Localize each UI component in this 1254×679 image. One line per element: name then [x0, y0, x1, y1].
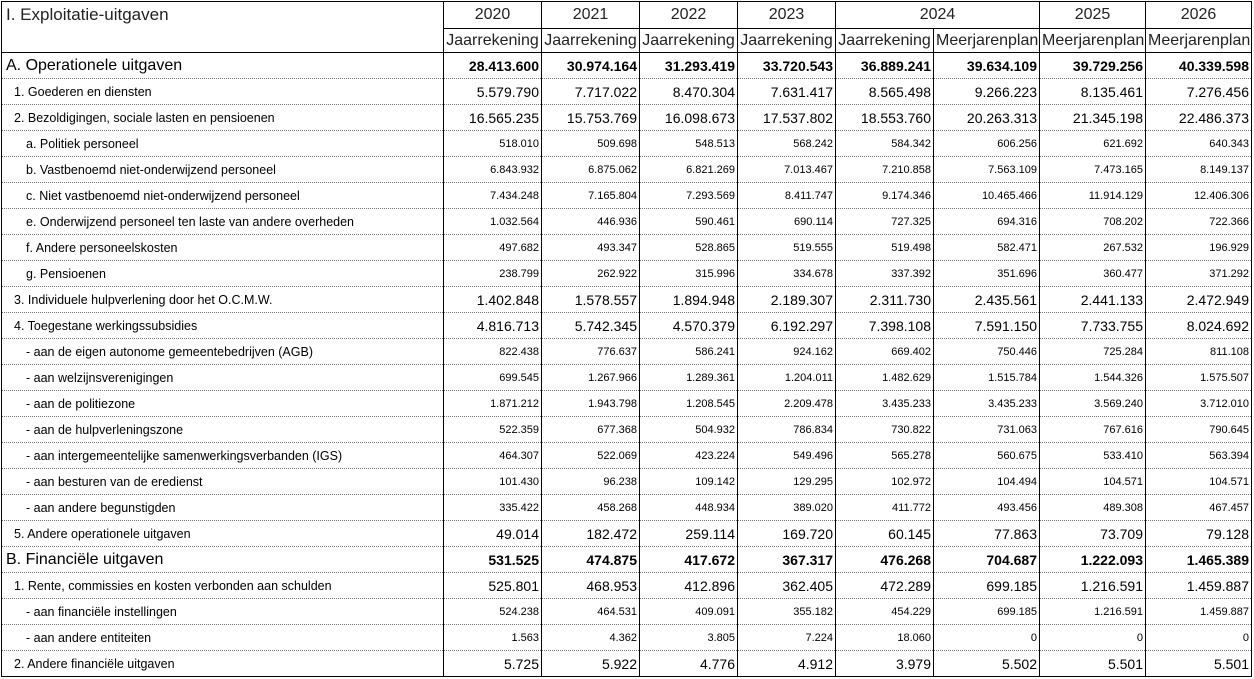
table-row	[2, 313, 1252, 339]
value-cell: 519.555	[738, 235, 836, 261]
table-row	[2, 157, 1252, 183]
table-row	[2, 443, 1252, 469]
value-cell: 811.108	[1146, 339, 1252, 365]
value-cell: 7.165.804	[542, 183, 640, 209]
table-row	[2, 235, 1252, 261]
value-cell: 355.182	[738, 599, 836, 625]
value-cell: 1.459.887	[1146, 599, 1252, 625]
value-cell: 1.515.784	[934, 365, 1040, 391]
value-cell: 1.222.093	[1040, 547, 1146, 573]
table-row	[2, 131, 1252, 157]
value-cell: 18.553.760	[836, 105, 934, 131]
value-cell: 109.142	[640, 469, 738, 495]
value-cell: 7.733.755	[1040, 313, 1146, 339]
type-header-row	[2, 29, 1252, 53]
value-cell: 1.544.326	[1040, 365, 1146, 391]
value-cell: 73.709	[1040, 521, 1146, 547]
value-cell: 725.284	[1040, 339, 1146, 365]
value-cell: 169.720	[738, 521, 836, 547]
value-cell: 8.135.461	[1040, 79, 1146, 105]
value-cell: 528.865	[640, 235, 738, 261]
value-cell: 476.268	[836, 547, 934, 573]
value-cell: 104.494	[934, 469, 1040, 495]
value-cell: 6.843.932	[444, 157, 542, 183]
value-cell: 423.224	[640, 443, 738, 469]
value-cell: 7.013.467	[738, 157, 836, 183]
year-header: 2022	[640, 2, 738, 29]
value-cell: 694.316	[934, 209, 1040, 235]
value-cell: 525.801	[444, 573, 542, 599]
value-cell: 1.402.848	[444, 287, 542, 313]
row-label: e. Onderwijzend personeel ten laste van andere overheden	[2, 209, 444, 235]
value-cell: 22.486.373	[1146, 105, 1252, 131]
value-cell: 2.311.730	[836, 287, 934, 313]
value-cell: 1.216.591	[1040, 599, 1146, 625]
table-body	[2, 53, 1252, 677]
value-cell: 1.459.887	[1146, 573, 1252, 599]
type-header: Jaarrekening	[836, 29, 934, 53]
value-cell: 606.256	[934, 131, 1040, 157]
value-cell: 699.185	[934, 573, 1040, 599]
type-header: Jaarrekening	[444, 29, 542, 53]
value-cell: 2.189.307	[738, 287, 836, 313]
value-cell: 727.325	[836, 209, 934, 235]
table-row	[2, 261, 1252, 287]
value-cell: 464.531	[542, 599, 640, 625]
value-cell: 79.128	[1146, 521, 1252, 547]
value-cell: 467.457	[1146, 495, 1252, 521]
value-cell: 337.392	[836, 261, 934, 287]
table-row	[2, 417, 1252, 443]
row-label: 2. Bezoldigingen, sociale lasten en pensioenen	[2, 105, 444, 131]
value-cell: 4.570.379	[640, 313, 738, 339]
table-row	[2, 469, 1252, 495]
row-label: g. Pensioenen	[2, 261, 444, 287]
value-cell: 4.362	[542, 625, 640, 651]
value-cell: 722.366	[1146, 209, 1252, 235]
value-cell: 519.498	[836, 235, 934, 261]
value-cell: 699.185	[934, 599, 1040, 625]
value-cell: 60.145	[836, 521, 934, 547]
value-cell: 8.149.137	[1146, 157, 1252, 183]
value-cell: 0	[1146, 625, 1252, 651]
value-cell: 262.922	[542, 261, 640, 287]
table-title: I. Exploitatie-uitgaven	[2, 2, 444, 29]
value-cell: 49.014	[444, 521, 542, 547]
value-cell: 454.229	[836, 599, 934, 625]
value-cell: 822.438	[444, 339, 542, 365]
value-cell: 5.579.790	[444, 79, 542, 105]
value-cell: 15.753.769	[542, 105, 640, 131]
value-cell: 677.368	[542, 417, 640, 443]
year-header: 2025	[1040, 2, 1146, 29]
table-row	[2, 573, 1252, 599]
row-label: - aan andere begunstigden	[2, 495, 444, 521]
value-cell: 182.472	[542, 521, 640, 547]
value-cell: 5.742.345	[542, 313, 640, 339]
value-cell: 7.563.109	[934, 157, 1040, 183]
value-cell: 39.729.256	[1040, 53, 1146, 79]
value-cell: 389.020	[738, 495, 836, 521]
value-cell: 2.472.949	[1146, 287, 1252, 313]
row-label: 1. Goederen en diensten	[2, 79, 444, 105]
value-cell: 21.345.198	[1040, 105, 1146, 131]
value-cell: 708.202	[1040, 209, 1146, 235]
value-cell: 731.063	[934, 417, 1040, 443]
table-row	[2, 209, 1252, 235]
table-row	[2, 183, 1252, 209]
value-cell: 1.482.629	[836, 365, 934, 391]
value-cell: 6.192.297	[738, 313, 836, 339]
row-label: - aan de eigen autonome gemeentebedrijven (AGB)	[2, 339, 444, 365]
row-label: 4. Toegestane werkingssubsidies	[2, 313, 444, 339]
value-cell: 8.024.692	[1146, 313, 1252, 339]
value-cell: 8.565.498	[836, 79, 934, 105]
value-cell: 518.010	[444, 131, 542, 157]
value-cell: 0	[934, 625, 1040, 651]
value-cell: 2.435.561	[934, 287, 1040, 313]
value-cell: 5.501	[1040, 651, 1146, 677]
row-label: A. Operationele uitgaven	[2, 53, 444, 79]
value-cell: 549.496	[738, 443, 836, 469]
value-cell: 9.174.346	[836, 183, 934, 209]
value-cell: 7.210.858	[836, 157, 934, 183]
value-cell: 11.914.129	[1040, 183, 1146, 209]
row-label: - aan andere entiteiten	[2, 625, 444, 651]
value-cell: 464.307	[444, 443, 542, 469]
value-cell: 468.953	[542, 573, 640, 599]
value-cell: 40.339.598	[1146, 53, 1252, 79]
table-row	[2, 651, 1252, 677]
value-cell: 1.575.507	[1146, 365, 1252, 391]
value-cell: 446.936	[542, 209, 640, 235]
value-cell: 7.591.150	[934, 313, 1040, 339]
value-cell: 335.422	[444, 495, 542, 521]
table-row	[2, 625, 1252, 651]
value-cell: 767.616	[1040, 417, 1146, 443]
value-cell: 17.537.802	[738, 105, 836, 131]
type-header: Meerjarenplan	[1146, 29, 1252, 53]
value-cell: 409.091	[640, 599, 738, 625]
value-cell: 20.263.313	[934, 105, 1040, 131]
table-row	[2, 287, 1252, 313]
table-row	[2, 495, 1252, 521]
table-row	[2, 339, 1252, 365]
value-cell: 238.799	[444, 261, 542, 287]
value-cell: 360.477	[1040, 261, 1146, 287]
value-cell: 1.894.948	[640, 287, 738, 313]
table-row	[2, 521, 1252, 547]
value-cell: 548.513	[640, 131, 738, 157]
value-cell: 582.471	[934, 235, 1040, 261]
value-cell: 367.317	[738, 547, 836, 573]
value-cell: 411.772	[836, 495, 934, 521]
table-row	[2, 365, 1252, 391]
value-cell: 584.342	[836, 131, 934, 157]
value-cell: 2.441.133	[1040, 287, 1146, 313]
value-cell: 524.238	[444, 599, 542, 625]
value-cell: 371.292	[1146, 261, 1252, 287]
value-cell: 7.224	[738, 625, 836, 651]
value-cell: 412.896	[640, 573, 738, 599]
value-cell: 509.698	[542, 131, 640, 157]
value-cell: 3.712.010	[1146, 391, 1252, 417]
table-row	[2, 53, 1252, 79]
table-row	[2, 391, 1252, 417]
row-label: - aan intergemeentelijke samenwerkingsverbanden (IGS)	[2, 443, 444, 469]
value-cell: 31.293.419	[640, 53, 738, 79]
value-cell: 1.267.966	[542, 365, 640, 391]
year-header: 2023	[738, 2, 836, 29]
value-cell: 669.402	[836, 339, 934, 365]
row-label: 1. Rente, commissies en kosten verbonden aan schulden	[2, 573, 444, 599]
value-cell: 6.821.269	[640, 157, 738, 183]
value-cell: 568.242	[738, 131, 836, 157]
value-cell: 4.816.713	[444, 313, 542, 339]
value-cell: 102.972	[836, 469, 934, 495]
value-cell: 560.675	[934, 443, 1040, 469]
row-label: - aan financiële instellingen	[2, 599, 444, 625]
value-cell: 28.413.600	[444, 53, 542, 79]
value-cell: 1.289.361	[640, 365, 738, 391]
value-cell: 7.398.108	[836, 313, 934, 339]
row-label: - aan welzijnsverenigingen	[2, 365, 444, 391]
value-cell: 12.406.306	[1146, 183, 1252, 209]
value-cell: 5.922	[542, 651, 640, 677]
value-cell: 7.717.022	[542, 79, 640, 105]
value-cell: 196.929	[1146, 235, 1252, 261]
value-cell: 1.943.798	[542, 391, 640, 417]
type-header: Jaarrekening	[542, 29, 640, 53]
row-label: - aan besturen van de eredienst	[2, 469, 444, 495]
value-cell: 522.069	[542, 443, 640, 469]
value-cell: 315.996	[640, 261, 738, 287]
value-cell: 129.295	[738, 469, 836, 495]
value-cell: 104.571	[1040, 469, 1146, 495]
value-cell: 531.525	[444, 547, 542, 573]
value-cell: 259.114	[640, 521, 738, 547]
table-row	[2, 105, 1252, 131]
value-cell: 10.465.466	[934, 183, 1040, 209]
type-header: Jaarrekening	[738, 29, 836, 53]
type-header: Meerjarenplan	[934, 29, 1040, 53]
value-cell: 30.974.164	[542, 53, 640, 79]
value-cell: 417.672	[640, 547, 738, 573]
value-cell: 96.238	[542, 469, 640, 495]
table-row	[2, 79, 1252, 105]
value-cell: 1.208.545	[640, 391, 738, 417]
row-label: - aan de hulpverleningszone	[2, 417, 444, 443]
type-header: Meerjarenplan	[1040, 29, 1146, 53]
value-cell: 489.308	[1040, 495, 1146, 521]
value-cell: 704.687	[934, 547, 1040, 573]
value-cell: 3.979	[836, 651, 934, 677]
value-cell: 1.465.389	[1146, 547, 1252, 573]
value-cell: 472.289	[836, 573, 934, 599]
row-label: 3. Individuele hulpverlening door het O.C.M.W.	[2, 287, 444, 313]
value-cell: 621.692	[1040, 131, 1146, 157]
value-cell: 362.405	[738, 573, 836, 599]
value-cell: 7.434.248	[444, 183, 542, 209]
value-cell: 699.545	[444, 365, 542, 391]
value-cell: 533.410	[1040, 443, 1146, 469]
value-cell: 0	[1040, 625, 1146, 651]
row-label: a. Politiek personeel	[2, 131, 444, 157]
value-cell: 351.696	[934, 261, 1040, 287]
value-cell: 1.578.557	[542, 287, 640, 313]
value-cell: 5.502	[934, 651, 1040, 677]
value-cell: 1.032.564	[444, 209, 542, 235]
table-row	[2, 599, 1252, 625]
value-cell: 2.209.478	[738, 391, 836, 417]
value-cell: 6.875.062	[542, 157, 640, 183]
value-cell: 39.634.109	[934, 53, 1040, 79]
row-label: f. Andere personeelskosten	[2, 235, 444, 261]
value-cell: 522.359	[444, 417, 542, 443]
value-cell: 36.889.241	[836, 53, 934, 79]
row-label: - aan de politiezone	[2, 391, 444, 417]
value-cell: 3.569.240	[1040, 391, 1146, 417]
value-cell: 640.343	[1146, 131, 1252, 157]
value-cell: 4.776	[640, 651, 738, 677]
value-cell: 7.473.165	[1040, 157, 1146, 183]
value-cell: 1.563	[444, 625, 542, 651]
year-header: 2026	[1146, 2, 1252, 29]
value-cell: 497.682	[444, 235, 542, 261]
row-label: 2. Andere financiële uitgaven	[2, 651, 444, 677]
value-cell: 3.805	[640, 625, 738, 651]
value-cell: 7.631.417	[738, 79, 836, 105]
value-cell: 104.571	[1146, 469, 1252, 495]
value-cell: 1.204.011	[738, 365, 836, 391]
year-header: 2020	[444, 2, 542, 29]
value-cell: 16.565.235	[444, 105, 542, 131]
value-cell: 504.932	[640, 417, 738, 443]
value-cell: 563.394	[1146, 443, 1252, 469]
value-cell: 3.435.233	[934, 391, 1040, 417]
type-header: Jaarrekening	[640, 29, 738, 53]
year-header-row	[2, 2, 1252, 29]
row-label: 5. Andere operationele uitgaven	[2, 521, 444, 547]
value-cell: 776.637	[542, 339, 640, 365]
value-cell: 9.266.223	[934, 79, 1040, 105]
value-cell: 3.435.233	[836, 391, 934, 417]
value-cell: 493.347	[542, 235, 640, 261]
value-cell: 334.678	[738, 261, 836, 287]
expenditure-table	[1, 1, 1252, 677]
value-cell: 8.411.747	[738, 183, 836, 209]
value-cell: 590.461	[640, 209, 738, 235]
value-cell: 8.470.304	[640, 79, 738, 105]
value-cell: 16.098.673	[640, 105, 738, 131]
value-cell: 474.875	[542, 547, 640, 573]
value-cell: 101.430	[444, 469, 542, 495]
table-row	[2, 547, 1252, 573]
value-cell: 730.822	[836, 417, 934, 443]
value-cell: 77.863	[934, 521, 1040, 547]
value-cell: 565.278	[836, 443, 934, 469]
value-cell: 5.725	[444, 651, 542, 677]
value-cell: 18.060	[836, 625, 934, 651]
value-cell: 750.446	[934, 339, 1040, 365]
header-spacer	[2, 29, 444, 53]
row-label: b. Vastbenoemd niet-onderwijzend personeel	[2, 157, 444, 183]
value-cell: 267.532	[1040, 235, 1146, 261]
row-label: B. Financiële uitgaven	[2, 547, 444, 573]
year-header: 2021	[542, 2, 640, 29]
value-cell: 458.268	[542, 495, 640, 521]
value-cell: 586.241	[640, 339, 738, 365]
value-cell: 1.871.212	[444, 391, 542, 417]
row-label: c. Niet vastbenoemd niet-onderwijzend personeel	[2, 183, 444, 209]
value-cell: 7.293.569	[640, 183, 738, 209]
value-cell: 33.720.543	[738, 53, 836, 79]
value-cell: 7.276.456	[1146, 79, 1252, 105]
value-cell: 5.501	[1146, 651, 1252, 677]
value-cell: 690.114	[738, 209, 836, 235]
value-cell: 924.162	[738, 339, 836, 365]
value-cell: 1.216.591	[1040, 573, 1146, 599]
year-header: 2024	[836, 2, 1040, 29]
value-cell: 4.912	[738, 651, 836, 677]
value-cell: 786.834	[738, 417, 836, 443]
value-cell: 790.645	[1146, 417, 1252, 443]
value-cell: 493.456	[934, 495, 1040, 521]
value-cell: 448.934	[640, 495, 738, 521]
